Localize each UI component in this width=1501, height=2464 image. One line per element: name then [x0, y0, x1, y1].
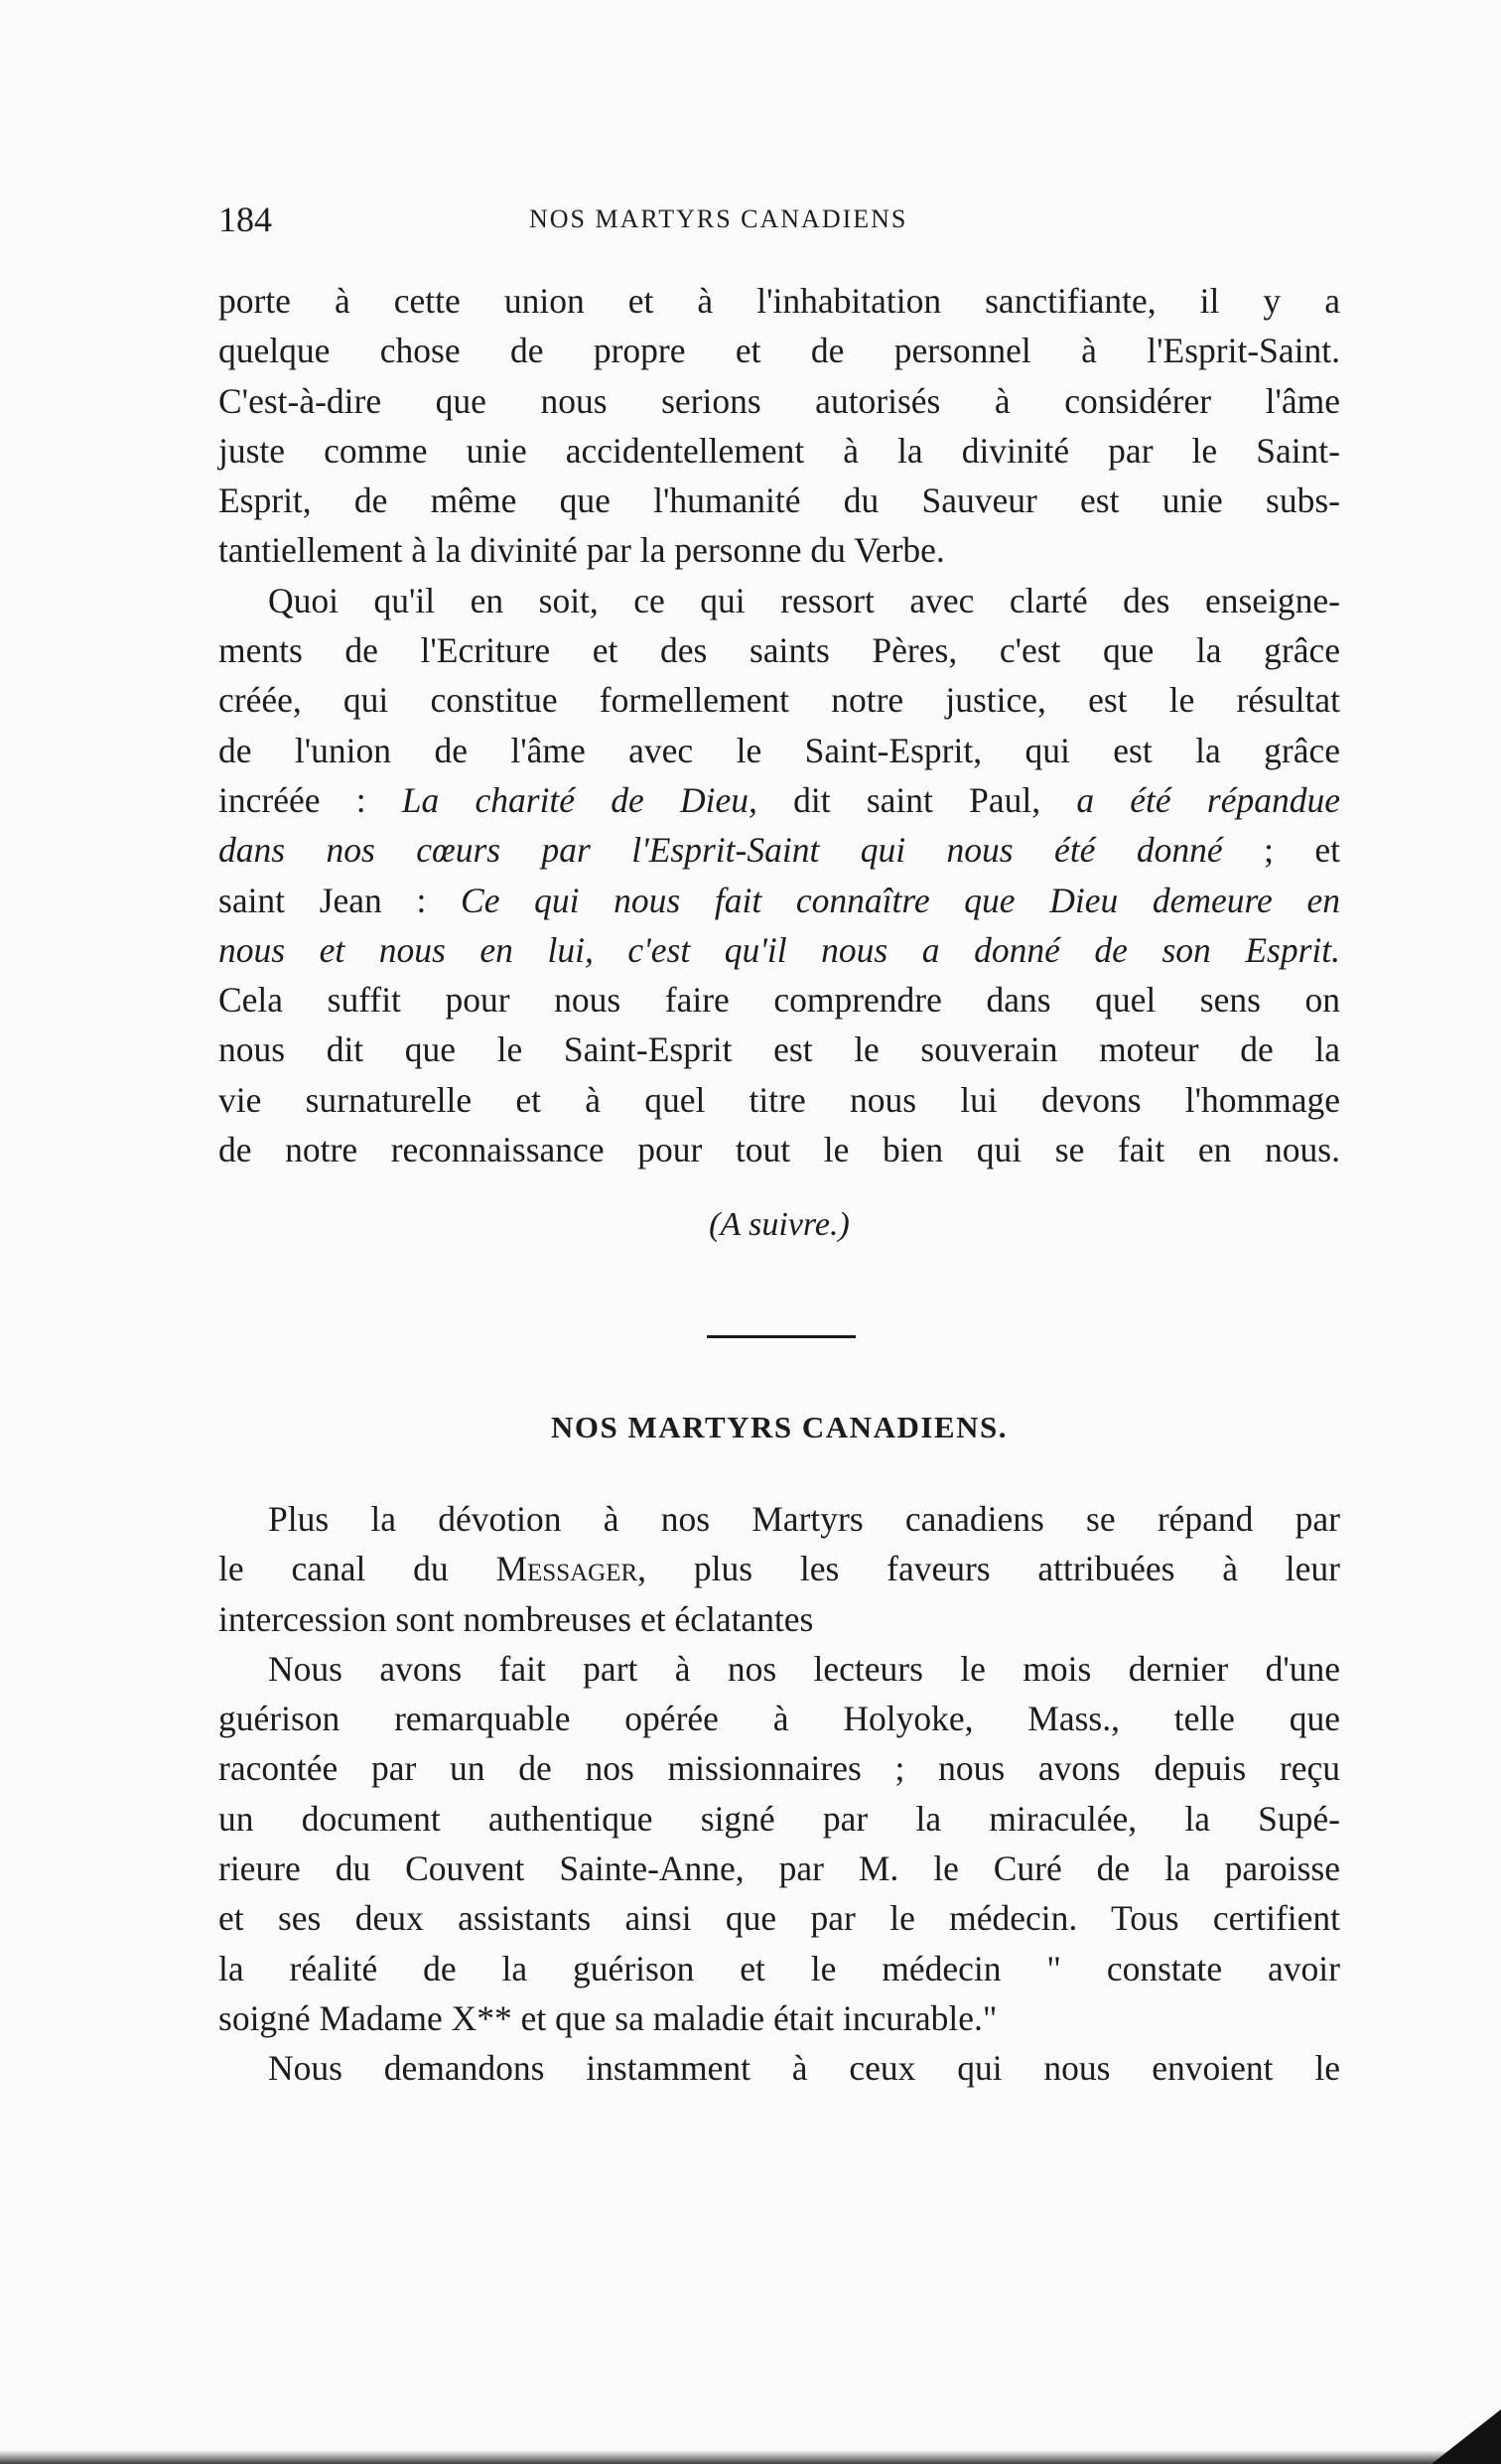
text-line: C'est-à-dire que nous serions autorisés à considérer l'âme [218, 380, 1340, 421]
text-line: un document authentique signé par la miraculée, la Supé- [218, 1798, 1340, 1839]
text-line: juste comme unie accidentellement à la divinité par le Saint- [218, 430, 1340, 471]
text-line: ments de l'Ecriture et des saints Pères, c'est que la grâce [218, 630, 1340, 671]
section-2-text [218, 1494, 1340, 2094]
text-line: la réalité de la guérison et le médecin " constate avoir [218, 1948, 1340, 1988]
paragraph-start-line: Plus la dévotion à nos Martyrs canadiens se répand par [268, 1499, 1340, 1539]
quotation-italic: dans nos cœurs par l'Esprit-Saint qui nous été donné [218, 830, 1223, 871]
scan-edge-shadow [0, 2450, 1501, 2464]
publication-name: Messager [495, 1549, 638, 1589]
text-line: rieure du Couvent Sainte-Anne, par M. le Curé de la paroisse [218, 1848, 1340, 1889]
text-line: guérison remarquable opérée à Holyoke, Mass., telle que [218, 1699, 1340, 1739]
text-line: racontée par un de nos missionnaires ; nous avons depuis reçu [218, 1748, 1340, 1789]
page-corner-curl [1432, 2409, 1501, 2464]
quotation-italic: a été répandue [1076, 779, 1340, 820]
text-line [218, 1544, 1340, 1593]
text-line [218, 775, 1340, 825]
text-line: de l'union de l'âme avec le Saint-Esprit, qui est la grâce [218, 730, 1340, 770]
quotation-italic: Ce qui nous fait connaître que Dieu demeure en [461, 880, 1340, 920]
text-run: dit saint Paul, [756, 779, 1077, 820]
running-head: NOS MARTYRS CANADIENS [529, 205, 908, 233]
text-line: vie surnaturelle et à quel titre nous lui devons l'hommage [218, 1079, 1340, 1120]
text-line: Cela suffit pour nous faire comprendre dans quel sens on [218, 980, 1340, 1021]
text-line: créée, qui constitue formellement notre justice, est le résultat [218, 680, 1340, 721]
text-run: ; et [1222, 830, 1341, 871]
paragraph-start-line: Nous demandons instamment à ceux qui nous envoient le [268, 2048, 1340, 2089]
page-header [218, 199, 1340, 248]
text-line: Esprit, de même que l'humanité du Sauveur est unie subs- [218, 480, 1340, 521]
text-line: de notre reconnaissance pour tout le bien qui se fait en nous. [218, 1130, 1340, 1170]
text-line: tantiellement à la divinité par la personne du Verbe. [218, 530, 945, 571]
section-title: NOS MARTYRS CANADIENS. [551, 1410, 1008, 1444]
to-be-continued: (A suivre.) [709, 1206, 850, 1243]
section-1-text [218, 276, 1340, 1174]
text-line: soigné Madame X** et que sa maladie était incurable." [218, 1997, 998, 2038]
text-line: quelque chose de propre et de personnel à l'Esprit-Saint. [218, 331, 1340, 371]
text-line: et ses deux assistants ainsi que par le médecin. Tous certifient [218, 1898, 1340, 1939]
quotation-italic: La charité de Dieu, [401, 779, 757, 820]
paragraph-start-line: Quoi qu'il en soit, ce qui ressort avec clarté des enseigne- [268, 580, 1340, 620]
section-divider [707, 1335, 856, 1338]
page-number: 184 [218, 200, 272, 239]
quotation-line: nous et nous en lui, c'est qu'il nous a donné de son Esprit. [218, 929, 1340, 970]
paragraph-start-line: Nous avons fait part à nos lecteurs le mois dernier d'une [268, 1648, 1340, 1689]
text-run: incréée : [218, 779, 402, 820]
text-line: porte à cette union et à l'inhabitation sanctifiante, il y a [218, 281, 1340, 321]
text-run: , plus les faveurs attribuées à leur [637, 1549, 1340, 1589]
text-run: le canal du [218, 1549, 496, 1589]
text-line: intercession sont nombreuses et éclatantes [218, 1598, 814, 1639]
text-line: nous dit que le Saint-Esprit est le souverain moteur de la [218, 1029, 1340, 1070]
text-line [218, 876, 1340, 925]
text-line [218, 825, 1340, 875]
text-run: saint Jean : [218, 880, 462, 920]
